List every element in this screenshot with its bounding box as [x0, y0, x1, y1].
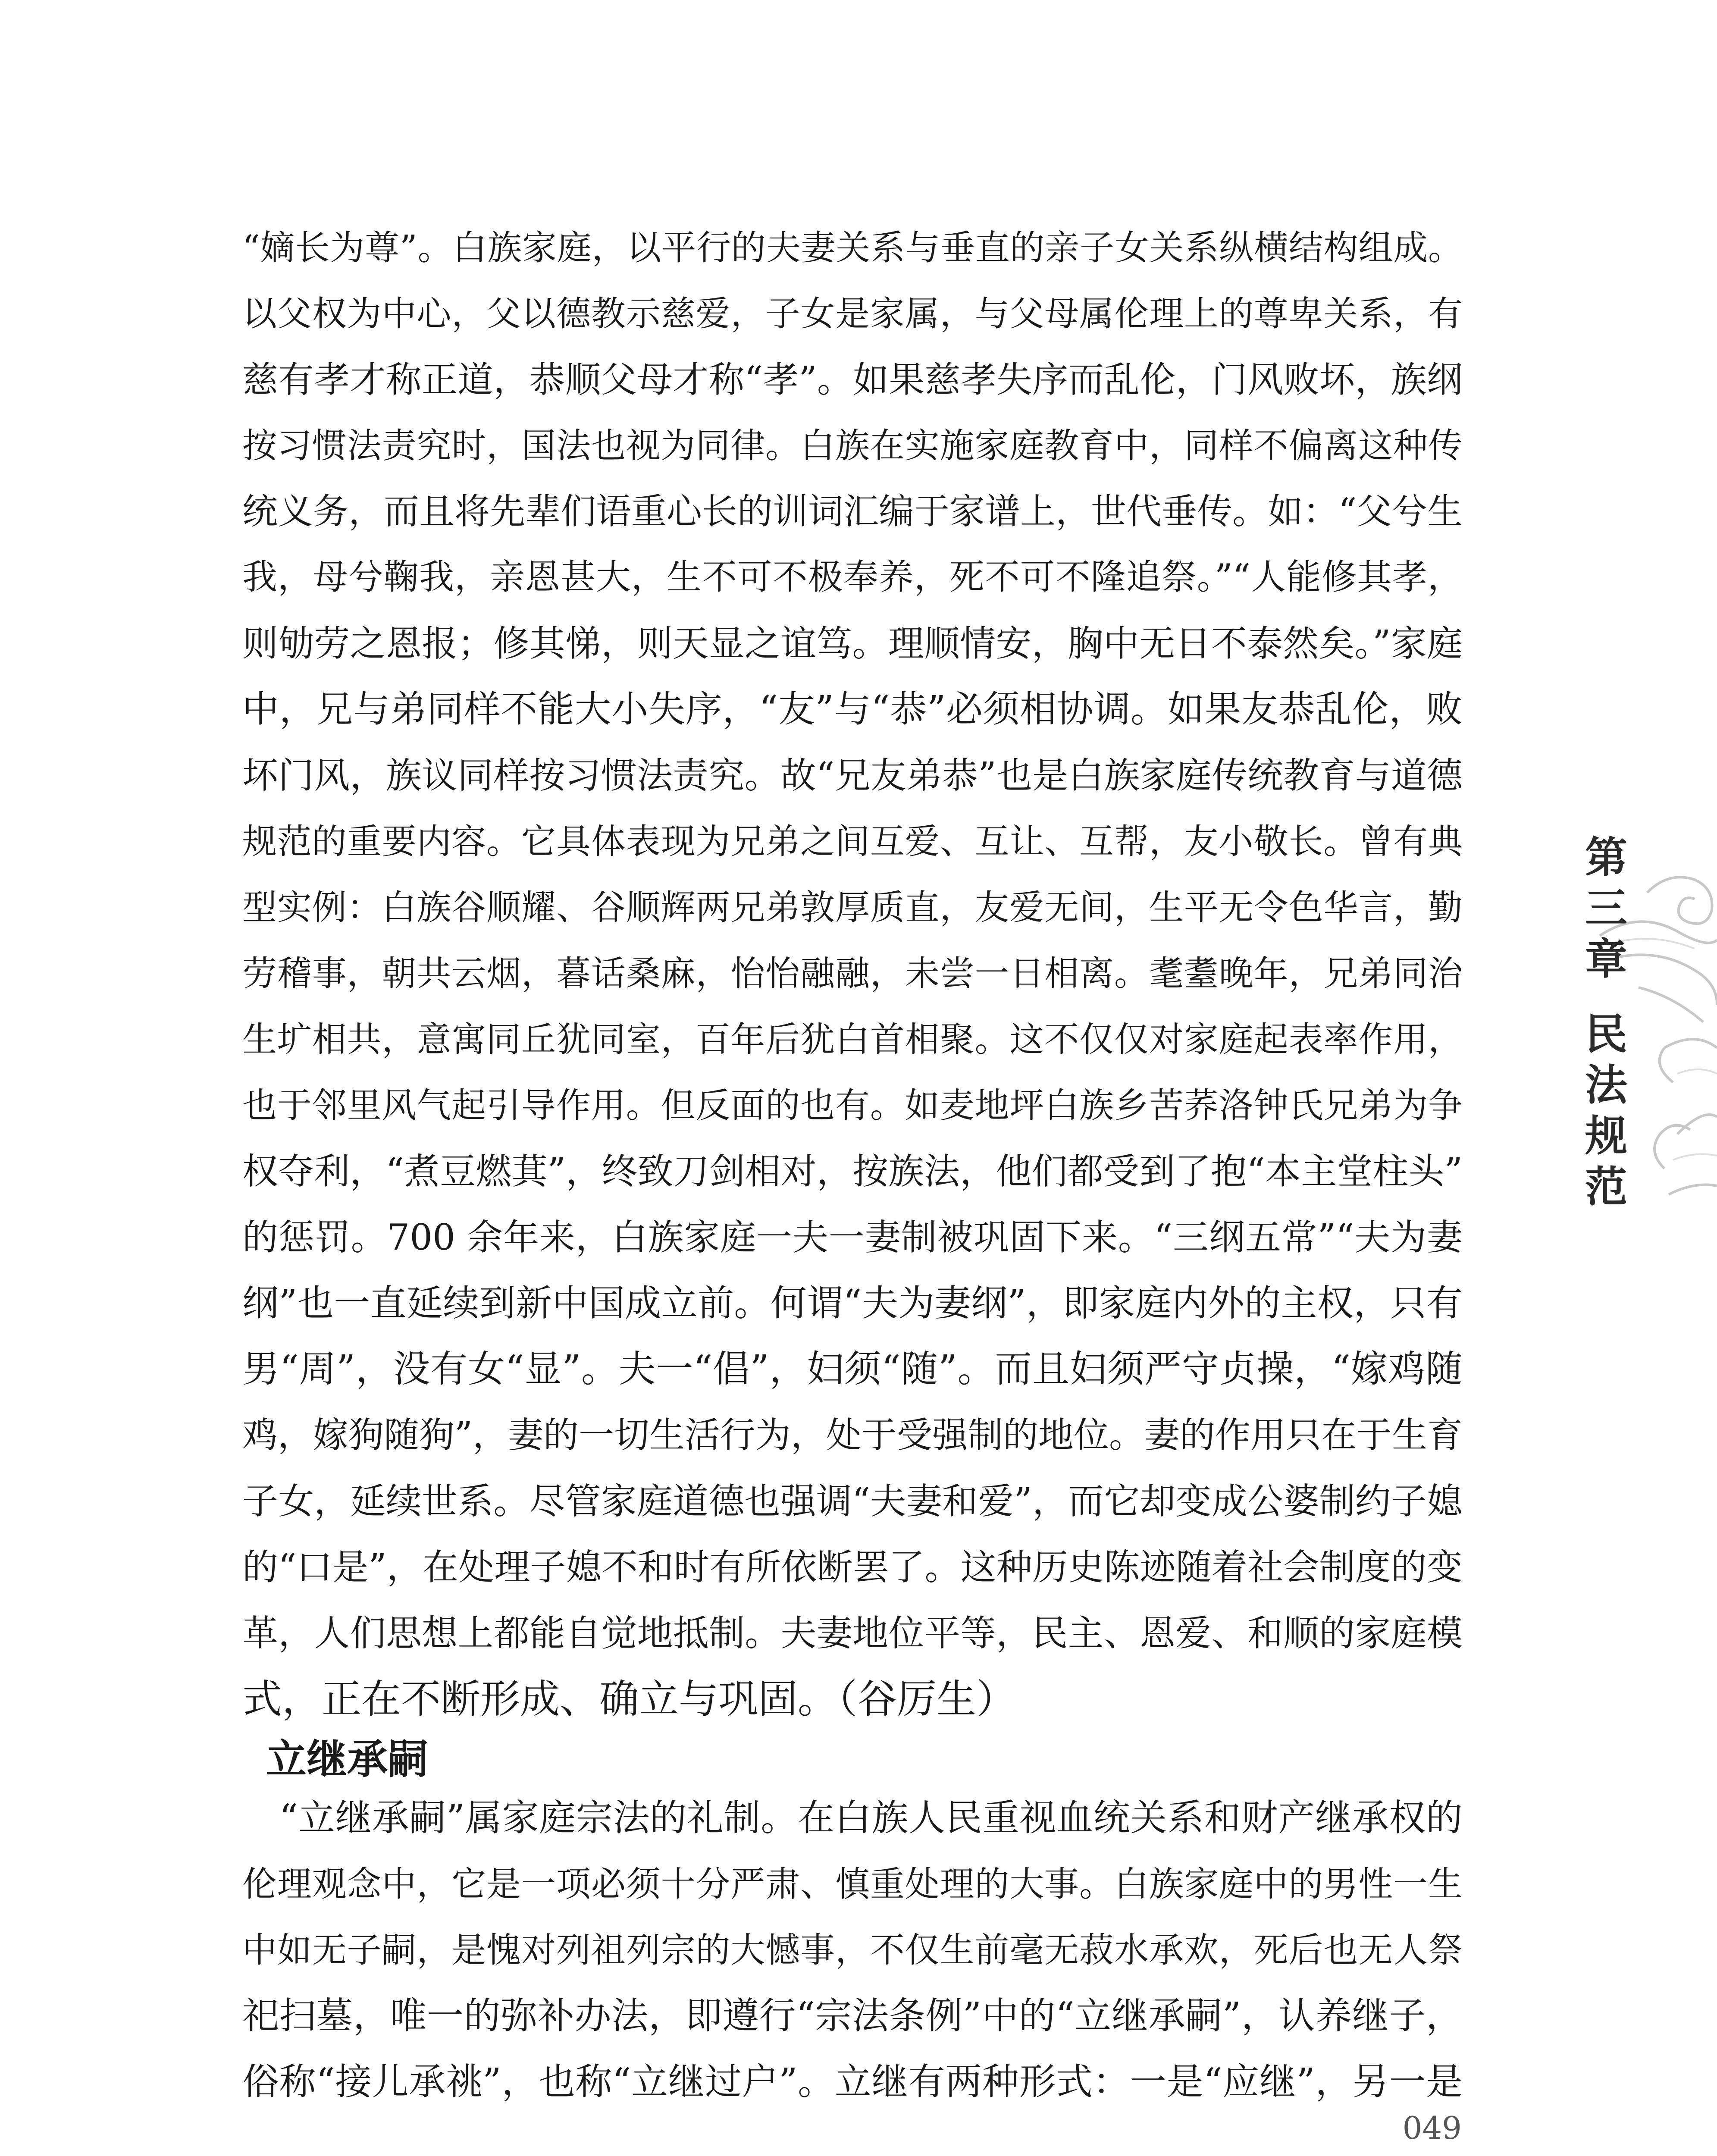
chapter-title: 民法规范 [1585, 1009, 1627, 1212]
text-line: 伦理观念中，它是一项必须十分严肃、慎重处理的大事。白族家庭中的男性一生 [242, 1864, 1463, 1904]
page-number: 049 [1402, 2110, 1462, 2146]
text-line: 男“周”，没有女“显”。夫一“倡”，妇须“随”。而且妇须严守贞操，“嫁鸡随 [242, 1348, 1463, 1391]
text-line: 规范的重要内容。它具体表现为兄弟之间互爱、互让、互帮，友小敬长。曾有典 [242, 821, 1463, 862]
section-heading: 立继承嗣 [266, 1736, 429, 1783]
text-line: 我，母兮鞠我，亲恩甚大，生不可不极奉养，死不可不隆追祭。”“人能修其孝， [242, 557, 1463, 598]
text-line: 俗称“接儿承祧”，也称“立继过户”。立继有两种形式：一是“应继”，另一是 [242, 2061, 1463, 2103]
text-line: 慈有孝才称正道，恭顺父母才称“孝”。如果慈孝失序而乱伦，门风败坏，族纲 [242, 359, 1463, 401]
text-line: 纲”也一直延续到新中国成立前。何谓“夫为妻纲”，即家庭内外的主权，只有 [242, 1282, 1463, 1324]
text-line: 子女，延续世系。尽管家庭道德也强调“夫妻和爱”，而它却变成公婆制约子媳 [242, 1480, 1463, 1522]
text-line: 中，兄与弟同样不能大小失序，“友”与“恭”必须相协调。如果友恭乱伦，败 [242, 688, 1463, 731]
chapter-tab [1565, 806, 1717, 1324]
paragraph-family-ethics [242, 215, 1463, 1732]
text-line: 坏门风，族议同样按习惯法责究。故“兄友弟恭”也是白族家庭传统教育与道德 [242, 755, 1463, 796]
text-line: 权夺利，“煮豆燃萁”，终致刀剑相对，按族法，他们都受到了抱“本主堂柱头” [242, 1150, 1463, 1192]
text-line: 祀扫墓，唯一的弥补办法，即遵行“宗法条例”中的“立继承嗣”，认养继子， [242, 1995, 1463, 2037]
text-line: “立继承嗣”属家庭宗法的礼制。在白族人民重视血统关系和财产继承权的 [242, 1797, 1463, 1839]
text-line: 以父权为中心，父以德教示慈爱，子女是家属，与父母属伦理上的尊卑关系，有 [242, 294, 1463, 334]
chapter-number: 第三章 [1585, 833, 1627, 984]
text-line: “嫡长为尊”。白族家庭，以平行的夫妻关系与垂直的亲子女关系纵横结构组成。 [242, 228, 1463, 268]
text-line: 劳稽事，朝共云烟，暮话桑麻，怡怡融融，未尝一日相离。耄耋晚年，兄弟同治 [242, 953, 1463, 993]
text-line: 按习惯法责究时，国法也视为同律。白族在实施家庭教育中，同样不偏离这种传 [242, 426, 1463, 466]
text-line: 则劬劳之恩报；修其悌，则天显之谊笃。理顺情安，胸中无日不泰然矣。”家庭 [242, 623, 1463, 664]
text-line: 式，正在不断形成、确立与巩固。（谷厉生） [242, 1676, 1016, 1722]
paragraph-succession [242, 1785, 1463, 2115]
text-line: 的惩罚。700 余年来，白族家庭一夫一妻制被巩固下来。“三纲五常”“夫为妻 [242, 1216, 1463, 1258]
text-line: 鸡，嫁狗随狗”，妻的一切生活行为，处于受强制的地位。妻的作用只在于生育 [242, 1415, 1463, 1456]
text-line: 的“口是”，在处理子媳不和时有所依断罢了。这种历史陈迹随着社会制度的变 [242, 1546, 1463, 1588]
text-line: 革，人们思想上都能自觉地抵制。夫妻地位平等，民主、恩爱、和顺的家庭模 [242, 1612, 1463, 1654]
text-line: 统义务，而且将先辈们语重心长的训词汇编于家谱上，世代垂传。如：“父兮生 [242, 491, 1463, 532]
text-line: 型实例：白族谷顺耀、谷顺辉两兄弟敦厚质直，友爱无间，生平无令色华言，勤 [242, 887, 1463, 928]
text-line: 也于邻里风气起引导作用。但反面的也有。如麦地坪白族乡苦荞洛钟氏兄弟为争 [242, 1085, 1463, 1125]
text-line: 中如无子嗣，是愧对列祖列宗的大憾事，不仅生前毫无菽水承欢，死后也无人祭 [242, 1930, 1463, 1970]
text-line: 生圹相共，意寓同丘犹同室，百年后犹白首相聚。这不仅仅对家庭起表率作用， [242, 1019, 1463, 1059]
